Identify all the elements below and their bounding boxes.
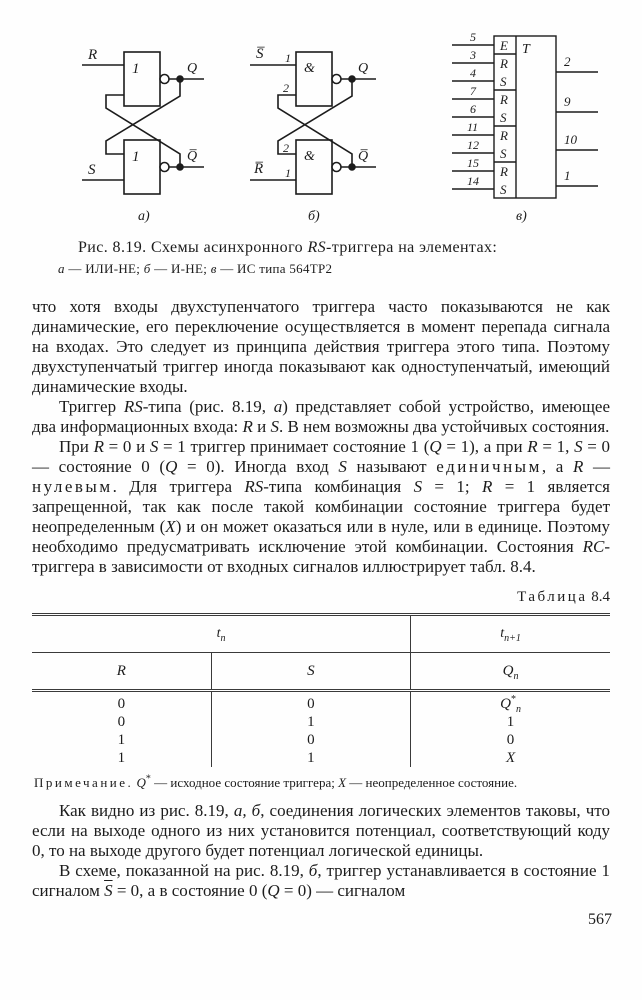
pin-1-bottom: 1 bbox=[285, 166, 291, 180]
output-q-label: Q bbox=[358, 61, 369, 76]
header-tn1: $t_{n+1}$ bbox=[411, 615, 610, 653]
pin-15: 15 bbox=[467, 156, 479, 170]
paragraph: В схеме, показанной на рис. 8.19, б, триггер устанавливается в состояние 1 сигналом $\overline{S} = 0$, а в состояние 0 (Q = 0) — сигналом bbox=[32, 861, 610, 900]
table-header-time-row bbox=[32, 615, 610, 653]
paragraph: Как видно из рис. 8.19, а, б, соединения логических элементов таковы, что если на выходе одного из них установится потенциал, соответствующий коду 0, то на выходе другого будет потенциал логической единицы. bbox=[32, 801, 610, 860]
junction-dot-bottom bbox=[349, 164, 355, 170]
header-tn: $t_n$ bbox=[32, 615, 411, 653]
paragraph: что хотя входы двухступенчатого триггера часто показываются не как динамические, его переключение осуществляется в момент перепада сигнала на входах. Это следует из принципа действия триггера этого типа. Поэтому двухступенчатый триггер иногда показывают как одноступенчатый, имеющий динамические входы. bbox=[32, 297, 610, 396]
input-sbar-label: S̅ bbox=[256, 46, 264, 62]
pin-14: 14 bbox=[467, 174, 479, 188]
table-row bbox=[32, 713, 610, 731]
pin-4: 4 bbox=[470, 66, 476, 80]
header-col-r: R bbox=[32, 653, 211, 691]
figure-8-19 bbox=[0, 16, 642, 228]
table-cell: 1 bbox=[506, 713, 515, 730]
diagram-v-sublabel: в) bbox=[516, 209, 527, 224]
ic-cell-r1: R bbox=[500, 56, 508, 71]
ic-cell-r2: R bbox=[500, 92, 508, 107]
ic-cell-r4: R bbox=[500, 164, 508, 179]
table-note: Примечание. Q* — исходное состояние триггера; X — неопределенное состояние. bbox=[34, 773, 518, 790]
junction-dot-top bbox=[177, 76, 183, 82]
inversion-bubble-bottom bbox=[332, 163, 341, 172]
nor-gate-top bbox=[124, 52, 160, 106]
ic-cell-r3: R bbox=[500, 128, 508, 143]
table-cell: 0 bbox=[32, 713, 211, 731]
inversion-bubble-top bbox=[332, 75, 341, 84]
table-row bbox=[32, 731, 610, 749]
diagram-b-sublabel: б) bbox=[308, 209, 320, 224]
output-qbar-label: Q̅ bbox=[358, 149, 369, 164]
pin-1-top: 1 bbox=[285, 51, 291, 65]
gate-symbol-top: 1 bbox=[132, 61, 140, 77]
table-header-cols-row bbox=[32, 653, 610, 691]
diagram-a-nor-trigger bbox=[72, 32, 237, 228]
pin-2-top: 2 bbox=[283, 81, 289, 95]
paragraph: При R = 0 и S = 1 триггер принимает состояние 1 (Q = 1), а при R = 1, S = 0 — состояние 0 (Q = 0). Иногда вход S называют единичным, а R — нулевым. Для триггера RS-типа комбинация S = 1; R = 1 является запрещенной, так как после такой комбинации состояние триггера будет неопределенным (X) и он может оказаться или в нуле, или в единице. Поэтому необходимо предусматривать исключение этой комбинации. Состояния RC-триггера в зависимости от входных сигналов иллюстрирует табл. 8.4. bbox=[32, 437, 611, 576]
pin-out-10: 10 bbox=[564, 132, 577, 147]
diagram-b-nand-trigger bbox=[238, 32, 388, 228]
pin-12: 12 bbox=[467, 138, 479, 152]
paragraph: Триггер RS-типа (рис. 8.19, а) представляет собой устройство, имеющее два информационных входа: R и S. В нем возможны два устойчивых состояния. bbox=[32, 397, 611, 436]
feedback-wire-2 bbox=[106, 79, 180, 154]
junction-dot-bottom bbox=[177, 164, 183, 170]
pin-out-9: 9 bbox=[564, 94, 571, 109]
nor-gate-bottom bbox=[124, 140, 160, 194]
gate-symbol-top: & bbox=[304, 61, 315, 76]
figure-caption-line2: а — ИЛИ-НЕ; б — И-НЕ; в — ИС типа 564ТР2 bbox=[58, 261, 333, 276]
figure-caption-line1: Рис. 8.19. Схемы асинхронного RS-триггера на элементах: bbox=[78, 239, 498, 256]
body-text-bottom bbox=[32, 801, 610, 901]
table-cell: X bbox=[505, 749, 516, 766]
table-row bbox=[32, 749, 610, 767]
figure-caption bbox=[58, 238, 590, 277]
table-cell: 1 bbox=[32, 731, 211, 749]
diagram-a-sublabel: а) bbox=[138, 209, 150, 224]
header-col-s: S bbox=[211, 653, 410, 691]
diagram-a-wires bbox=[82, 52, 204, 194]
table-cell: 0 bbox=[506, 731, 515, 748]
table-cell: 0 bbox=[32, 691, 211, 714]
pin-out-2: 2 bbox=[564, 54, 571, 69]
table-cell: 0 bbox=[211, 731, 410, 749]
inversion-bubble-bottom bbox=[160, 163, 169, 172]
pin-3: 3 bbox=[470, 48, 476, 62]
junction-dot-top bbox=[349, 76, 355, 82]
ic-cell-e: E bbox=[500, 38, 508, 53]
pin-7: 7 bbox=[470, 84, 476, 98]
page-number: 567 bbox=[588, 911, 612, 928]
ic-cell-s2: S bbox=[500, 110, 507, 125]
body-text-top bbox=[32, 297, 610, 577]
truth-table-body bbox=[32, 691, 610, 768]
ic-cell-s3: S bbox=[500, 146, 507, 161]
table-cell: $Q^*_n$ bbox=[500, 693, 521, 715]
feedback-wire-2 bbox=[278, 79, 352, 154]
input-s-label: S bbox=[88, 162, 96, 178]
pin-6: 6 bbox=[470, 102, 476, 116]
ic-type-label: T bbox=[522, 42, 530, 57]
gate-symbol-bottom: & bbox=[304, 149, 315, 164]
table-cell: 1 bbox=[211, 713, 410, 731]
diagram-v-ic-564tp2 bbox=[412, 26, 622, 228]
pin-5: 5 bbox=[470, 30, 476, 44]
table-cell: 1 bbox=[211, 749, 410, 767]
output-qbar-label: Q̅ bbox=[187, 149, 198, 164]
table-cell: 0 bbox=[211, 691, 410, 714]
output-q-label: Q bbox=[187, 61, 198, 76]
truth-table-8-4 bbox=[32, 613, 610, 767]
input-r-label: R bbox=[88, 47, 98, 63]
table-title: Таблица 8.4 bbox=[517, 589, 610, 605]
table-cell: 1 bbox=[32, 749, 211, 767]
table-row bbox=[32, 691, 610, 714]
header-col-qn: $Q_n$ bbox=[411, 653, 610, 691]
input-rbar-label: R̅ bbox=[254, 161, 264, 177]
gate-symbol-bottom: 1 bbox=[132, 149, 140, 165]
ic-cell-s4: S bbox=[500, 182, 507, 197]
inversion-bubble-top bbox=[160, 75, 169, 84]
pin-2-bottom: 2 bbox=[283, 141, 289, 155]
pin-11: 11 bbox=[467, 120, 479, 134]
pin-out-1: 1 bbox=[564, 168, 571, 183]
ic-cell-s1: S bbox=[500, 74, 507, 89]
